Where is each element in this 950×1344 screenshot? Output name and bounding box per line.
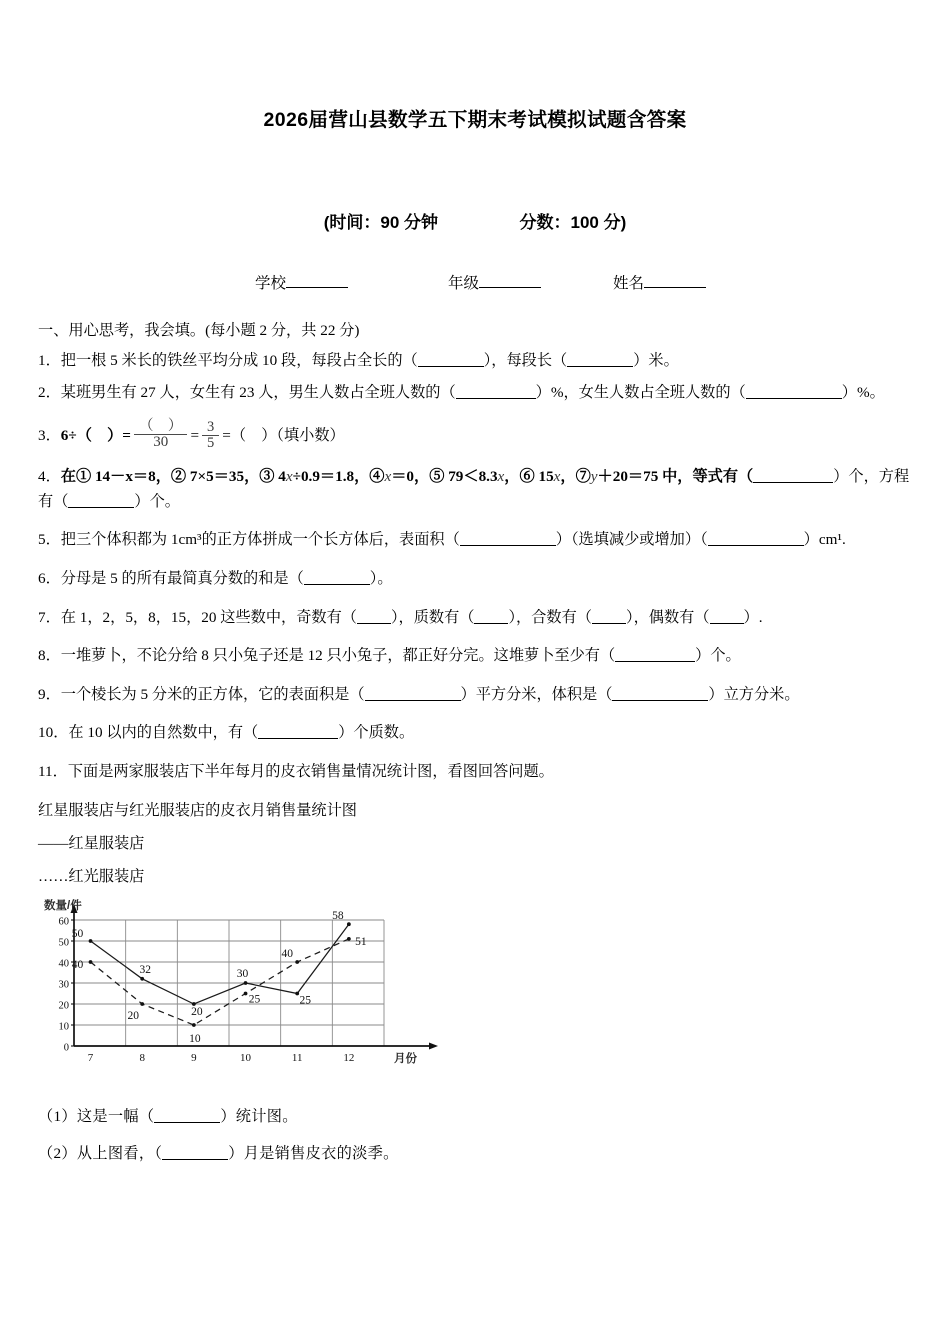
q9-blank-1[interactable] [365, 700, 461, 701]
svg-text:51: 51 [355, 935, 367, 948]
chart-title: 红星服装店与红光服装店的皮衣月销售量统计图 [38, 801, 357, 819]
q3-frac1-denominator: 30 [153, 434, 169, 451]
svg-text:58: 58 [332, 910, 344, 923]
q2-text-c: ）%。 [841, 383, 885, 401]
q6-text-a: 分母是 5 的所有最简真分数的和是（ [60, 569, 304, 587]
svg-text:50: 50 [71, 927, 84, 940]
svg-text:40: 40 [58, 958, 69, 970]
sub1-text-b: ）统计图。 [220, 1107, 298, 1125]
name-blank[interactable] [644, 287, 706, 288]
q2-blank-1[interactable] [456, 398, 536, 399]
q6-text-b: ）。 [369, 569, 393, 587]
svg-text:8: 8 [139, 1051, 145, 1064]
school-label: 学校 [255, 275, 287, 292]
svg-text:60: 60 [58, 916, 69, 928]
q3-frac2-denominator: 5 [207, 434, 215, 451]
q9-blank-2[interactable] [612, 700, 708, 701]
q8-num: 8． [38, 647, 61, 665]
svg-text:20: 20 [58, 1000, 69, 1012]
q4-text-h: ）个。 [134, 492, 180, 510]
svg-text:40: 40 [71, 958, 84, 971]
sub1-num: （1） [38, 1107, 77, 1125]
svg-text:32: 32 [139, 963, 151, 976]
q5-text-a: 把三个体积都为 1cm³的正方体拼成一个长方体后，表面积（ [60, 531, 460, 549]
q6-num: 6． [38, 569, 61, 587]
question-10 [38, 721, 914, 746]
q1-text-a: 把一根 5 米长的铁丝平均分成 10 段，每段占全长的（ [60, 352, 418, 370]
svg-text:12: 12 [343, 1051, 355, 1064]
q7-text-b: ），质数有（ [390, 608, 475, 626]
q1-blank-2[interactable] [567, 366, 633, 367]
chart-legend-solid: ——红星服装店 [38, 834, 145, 852]
q8-text-a: 一堆萝卜，不论分给 8 只小兔子还是 12 只小兔子，都正好分完。这堆萝卜至少有（ [60, 647, 616, 665]
question-content [0, 319, 950, 1166]
sub1-text-a: 这是一幅（ [76, 1107, 155, 1125]
grade-label: 年级 [448, 275, 480, 292]
svg-text:25: 25 [299, 994, 311, 1007]
q1-text-c: ）米。 [633, 352, 679, 370]
chart-subquestions [38, 1105, 914, 1166]
q5-text-b: ）（选填减少或增加）（ [555, 531, 708, 549]
q7-text-e: ）. [743, 608, 763, 626]
svg-text:10: 10 [189, 1032, 201, 1045]
q1-num: 1． [38, 352, 61, 370]
sales-line-chart [42, 898, 442, 1083]
name-label: 姓名 [613, 275, 645, 292]
question-4 [38, 465, 914, 514]
q9-text-c: ）立方分米。 [708, 685, 800, 703]
q4-blank-2[interactable] [68, 507, 134, 508]
q8-text-b: ）个。 [695, 647, 741, 665]
school-field [255, 271, 348, 293]
q4-text-e: ，⑦ [560, 468, 591, 486]
q3-frac2-numerator: 3 [207, 418, 215, 435]
q7-blank-1[interactable] [357, 623, 391, 624]
id-gap-1 [348, 271, 448, 293]
question-7 [38, 606, 914, 631]
q2-blank-2[interactable] [746, 398, 842, 399]
question-2 [38, 381, 914, 406]
q3-text-a: 6÷（ ）= [60, 426, 131, 444]
q1-text-b: ），每段长（ [483, 352, 568, 370]
chart-canvas [42, 898, 442, 1083]
q4-text-f: ＋20＝75 中，等式有（ [597, 468, 754, 486]
q7-blank-4[interactable] [710, 623, 744, 624]
svg-text:数量/件: 数量/件 [44, 899, 82, 912]
grade-blank[interactable] [479, 287, 541, 288]
svg-text:月份: 月份 [394, 1052, 417, 1065]
question-6 [38, 567, 914, 592]
sub2-text-a: 从上图看，（ [76, 1144, 163, 1162]
q7-text-a: 在 1，2，5，8，15，20 这些数中，奇数有（ [60, 608, 357, 626]
q5-num: 5． [38, 531, 61, 549]
q6-blank-1[interactable] [304, 584, 370, 585]
chart-legend-dashed: ……红光服装店 [38, 867, 145, 885]
question-3 [38, 419, 914, 451]
q5-text-c: ）cm¹. [803, 531, 846, 549]
svg-text:30: 30 [236, 967, 249, 980]
q10-num: 10． [38, 724, 69, 742]
svg-text:7: 7 [87, 1051, 94, 1064]
question-9 [38, 683, 914, 708]
q7-blank-3[interactable] [592, 623, 626, 624]
exam-time: (时间：90 分钟 [323, 213, 439, 232]
section-heading: 一、用心思考，我会填。(每小题 2 分，共 22 分) [38, 322, 360, 339]
q8-blank-1[interactable] [615, 661, 695, 662]
q4-text-g: ）个，方程有（ [38, 468, 910, 510]
question-11 [38, 760, 914, 785]
sub2-text-b: ）月是销售皮衣的淡季。 [228, 1144, 399, 1162]
q3-fraction-1 [134, 419, 188, 451]
question-8 [38, 644, 914, 669]
svg-text:50: 50 [58, 937, 69, 949]
q4-var-x1: x [285, 468, 293, 486]
id-gap-2 [541, 271, 613, 293]
q3-fraction-2 [202, 420, 219, 451]
q7-num: 7． [38, 608, 61, 626]
q3-equals-1: = [190, 426, 200, 444]
page-title: 2026届营山县数学五下期末考试模拟试题含答案 [263, 109, 687, 131]
q2-text-a: 某班男生有 27 人，女生有 23 人，男生人数占全班人数的（ [60, 383, 456, 401]
subquestion-1 [38, 1105, 914, 1130]
q4-text-c: ＝0，⑤ 79＜8.3 [391, 468, 498, 486]
q3-num: 3． [38, 426, 61, 444]
q4-var-y1: y [590, 468, 598, 486]
sub2-blank[interactable] [162, 1159, 228, 1160]
q11-text-a: 下面是两家服装店下半年每月的皮衣销售量情况统计图，看图回答问题。 [67, 763, 554, 781]
q7-text-c: ），合数有（ [508, 608, 592, 626]
q4-blank-1[interactable] [753, 482, 833, 483]
q4-text-b: ÷0.9＝1.8，④ [292, 468, 385, 486]
q4-text-d: ，⑥ 15 [504, 468, 554, 486]
exam-meta-row [0, 208, 950, 233]
exam-score: 分数：100 分) [519, 213, 627, 232]
q9-text-a: 一个棱长为 5 分米的正方体，它的表面积是（ [60, 685, 365, 703]
svg-text:20: 20 [127, 1009, 139, 1022]
svg-text:25: 25 [248, 993, 261, 1006]
q5-blank-2[interactable] [708, 545, 804, 546]
sub1-blank[interactable] [154, 1122, 220, 1123]
q5-blank-1[interactable] [460, 545, 556, 546]
q4-text-a: 在① 14－x＝8，② 7×5＝35，③ 4 [60, 468, 286, 486]
q2-num: 2． [38, 383, 61, 401]
q4-var-x3: x [497, 468, 505, 486]
svg-text:11: 11 [291, 1051, 303, 1064]
question-5 [38, 528, 914, 553]
student-id-row [0, 271, 950, 293]
question-1 [38, 349, 914, 374]
svg-text:20: 20 [191, 1005, 203, 1018]
q1-blank-1[interactable] [418, 366, 484, 367]
q3-frac1-numerator: （ ） [138, 418, 183, 435]
svg-text:40: 40 [281, 947, 293, 960]
q4-num: 4． [38, 468, 61, 486]
q10-text-b: ）个质数。 [338, 724, 415, 742]
q9-num: 9． [38, 685, 61, 703]
name-field [613, 271, 706, 293]
q4-var-x2: x [384, 468, 392, 486]
sub2-num: （2） [38, 1144, 77, 1162]
q4-var-x4: x [553, 468, 561, 486]
q10-text-a: 在 10 以内的自然数中，有（ [68, 724, 259, 742]
q3-text-tail: =（ ）（填小数） [222, 426, 345, 444]
svg-text:10: 10 [240, 1051, 252, 1064]
grade-field [448, 271, 541, 293]
svg-text:9: 9 [191, 1051, 197, 1064]
q10-blank-1[interactable] [258, 738, 338, 739]
svg-text:0: 0 [63, 1042, 69, 1054]
q2-text-b: ）%，女生人数占全班人数的（ [535, 383, 746, 401]
q7-blank-2[interactable] [474, 623, 508, 624]
svg-text:30: 30 [58, 979, 69, 991]
subquestion-2 [38, 1142, 914, 1167]
q11-num: 11． [38, 763, 68, 781]
q9-text-b: ）平方分米，体积是（ [460, 685, 613, 703]
school-blank[interactable] [286, 287, 348, 288]
svg-text:10: 10 [58, 1021, 69, 1033]
q7-text-d: ），偶数有（ [626, 608, 710, 626]
